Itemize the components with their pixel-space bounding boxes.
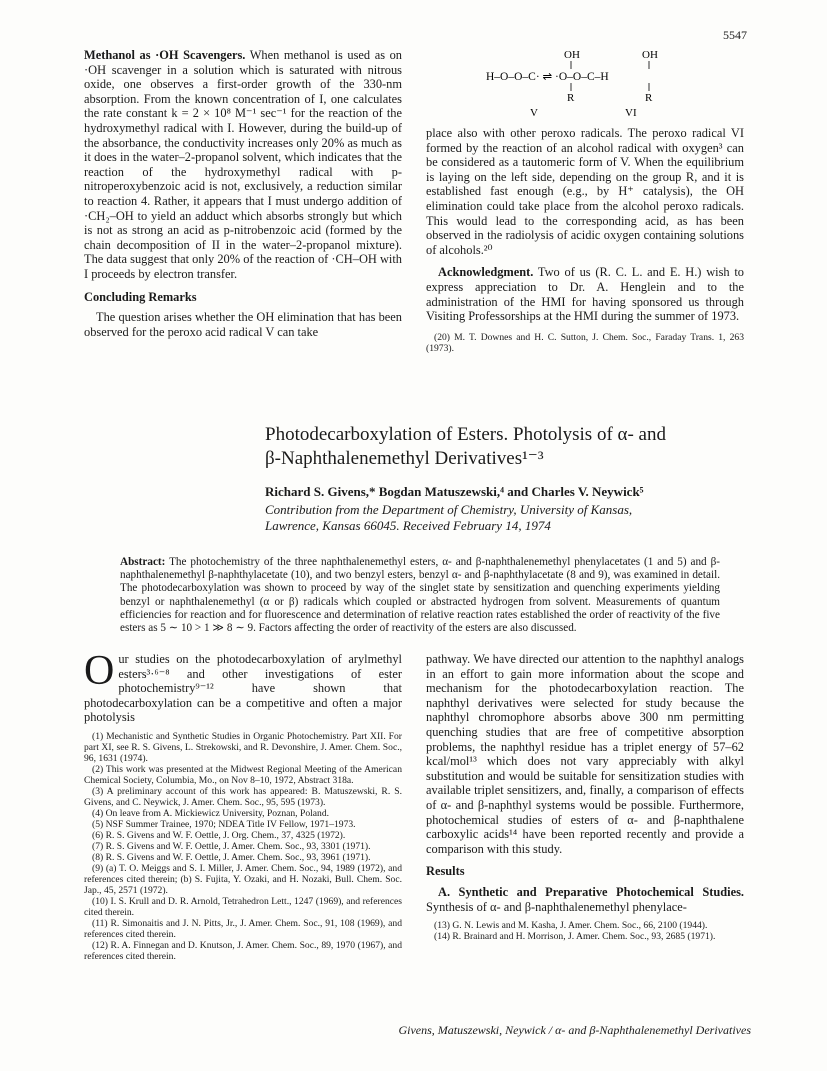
footnote: (5) NSF Summer Trainee, 1970; NDEA Title IV Fellow, 1971–1973.	[92, 818, 356, 830]
intro-paragraph	[84, 648, 402, 725]
acknowledgment-paragraph	[426, 265, 744, 323]
synthesis-text: Synthesis of α- and β-naphthalenemethyl phenylace-	[426, 899, 687, 914]
synthesis-heading: A. Synthetic and Preparative Photochemical Studies.	[438, 884, 744, 899]
page-number: 5547	[723, 28, 747, 42]
affiliation	[265, 502, 745, 534]
acknowledgment-heading: Acknowledgment.	[438, 265, 534, 280]
footnote: (11) R. Simonaitis and J. N. Pitts, Jr., J. Amer. Chem. Soc., 91, 108 (1969), and references cited therein.	[84, 917, 402, 940]
footnote: (13) G. N. Lewis and M. Kasha, J. Amer. Chem. Soc., 66, 2100 (1944).	[434, 920, 708, 932]
footnote: (8) R. S. Givens and W. F. Oettle, J. Amer. Chem. Soc., 93, 3961 (1971).	[92, 851, 371, 863]
footnote: (12) R. A. Finnegan and D. Knutson, J. Amer. Chem. Soc., 89, 1970 (1967), and references cited therein.	[84, 939, 402, 962]
footnotes-left	[84, 731, 402, 962]
body-right-column	[426, 652, 744, 942]
r-right-label: R	[645, 92, 653, 104]
title-line-1: Photodecarboxylation of Esters. Photolysis of α- and	[265, 424, 666, 445]
acknowledgment-text: Two of us (R. C. L. and E. H.) wish to express appreciation to Dr. A. Henglein and to the administration of the HMI for having sponsored us through Visiting Professorships at the HMI during the summer of 1973.	[426, 265, 745, 324]
label-vi: VI	[625, 107, 637, 119]
body-left-column	[84, 648, 402, 962]
footnote: (7) R. S. Givens and W. F. Oettle, J. Amer. Chem. Soc., 93, 3301 (1971).	[92, 840, 371, 852]
peroxo-structure-diagram	[470, 44, 720, 122]
footnote: (6) R. S. Givens and W. F. Oettle, J. Org. Chem., 37, 4325 (1972).	[92, 829, 346, 841]
footnote: (4) On leave from A. Mickiewicz University, Poznan, Poland.	[92, 807, 330, 819]
affiliation-line-1: Contribution from the Department of Chemistry, University of Kansas,	[265, 502, 633, 517]
footnote: (14) R. Brainard and H. Morrison, J. Amer. Chem. Soc., 93, 2685 (1971).	[434, 931, 716, 943]
oh-right-label: OH	[642, 49, 658, 61]
abstract-text: The photochemistry of the three naphthalenemethyl esters, α- and β-naphthalenemethyl phenylacetates (1 and 5) and β-naphthalenemethyl β-naphthylacetate (10), and two benzyl esters, benzyl α- and β-naphthylacetate (8 and 9), was examined in detail. The photodecarboxylation was shown to proceed by way of the singlet state by sensitization and quenching experiments yielding benzyl or naphthalenemethyl (α or β) radicals which coupled or abstracted hydrogen from solvent. Measurements of quantum efficiencies for reaction and for fluorescence and determination of relative reaction rates established the order of reactivity of the five esters as 5 ∼ 10 > 1 ≫ 8 ∼ 9. Factors affecting the order of reactivity of the esters are also discussed.	[120, 556, 720, 635]
article-title	[265, 423, 745, 471]
affiliation-line-2: Lawrence, Kansas 66045. Received February 14, 1974	[265, 518, 551, 533]
r-left-label: R	[567, 92, 575, 104]
oh-left-label: OH	[564, 49, 580, 61]
abstract-label: Abstract:	[120, 556, 166, 568]
footnote: (9) (a) T. O. Meiggs and S. I. Miller, J. Amer. Chem. Soc., 94, 1989 (1972), and references cited therein; (b) S. Fujita, Y. Ozaki, and H. Nozaki, Bull. Chem. Soc. Jap., 45, 2571 (1972).	[84, 862, 402, 896]
concluding-paragraph: The question arises whether the OH elimination that has been observed for the peroxo acid radical V can take	[84, 310, 402, 339]
concluding-remarks-heading: Concluding Remarks	[84, 289, 197, 304]
drop-cap: O	[84, 648, 115, 694]
right-top-column	[426, 126, 744, 354]
footnote: (3) A preliminary account of this work has appeared: B. Matuszewski, R. S. Givens, and C. Neywick, J. Amer. Chem. Soc., 95, 595 (1973).	[84, 785, 402, 808]
methanol-paragraph	[84, 48, 402, 282]
peroxo-paragraph: place also with other peroxo radicals. The peroxo radical VI formed by the reaction of an alcohol radical with oxygen³ can be considered as a tautomeric form of V. When the equilibrium is laying on the left side, depending on the group R, and it is established fast enough (e.g., by H⁺ catalysis), the OH elimination could take place from the alcohol peroxo radicals. This would lead to the corresponding acid, as has been observed in the radiolysis of acidic oxygen containing solutions of alcohols.²⁰	[426, 126, 744, 257]
structure-line: H–O–O–C· ⇌ ·O–O–C–H	[486, 71, 609, 83]
running-footer: Givens, Matuszewski, Neywick / α- and β-Naphthalenemethyl Derivatives	[398, 1023, 751, 1037]
label-v: V	[530, 107, 538, 119]
pathway-paragraph: pathway. We have directed our attention to the naphthyl analogs in an effort to gain more information about the scope and mechanism for the photodecarboxylation reaction. The naphthyl derivatives were selected for study because the naphthyl chromophore absorbs above 300 nm permitting quenching studies that are free of competitive absorption problems, the naphthyl residue has a triplet energy of 57–62 kcal/mol¹³ which does not vary appreciably with alkyl substitution and would be suitable for sensitization studies with available triplet sensitizers, and, finally, a comparison of effects of α- and β-naphthyl systems would be possible. Furthermore, photochemical studies of esters of α- and β-naphthalene carboxylic acids¹⁴ have been reported recently and provide a comparison with this study.	[426, 652, 744, 856]
results-heading: Results	[426, 864, 465, 879]
runin-heading: Methanol as ·OH Scavengers.	[84, 48, 246, 62]
synthesis-paragraph	[426, 885, 744, 914]
footnote: (2) This work was presented at the Midwest Regional Meeting of the American Chemical Society, Columbia, Mo., on Nov 8–10, 1972, Abstract 318a.	[84, 763, 402, 786]
footnote-20-text: (20) M. T. Downes and H. C. Sutton, J. Chem. Soc., Faraday Trans. 1, 263 (1973).	[426, 331, 744, 354]
intro-text: ur studies on the photodecarboxylation of arylmethyl esters³·⁶⁻⁸ and other investigations of ester photochemistry⁹⁻¹² have shown that photodecarboxylation can be a competitive and often a major photolysis	[84, 652, 402, 725]
footnote-20	[426, 332, 744, 354]
methanol-text: When methanol is used as on ·OH scavenger in a solution which is saturated with nitrous oxide, one observes a first-order growth of the 330-nm absorption. From the known concentration of I, one calculates the rate constant k = 2 × 10⁸ M⁻¹ sec⁻¹ for the reaction of the hydroxymethyl radical with I. However, during the build-up of the absorbance, the conductivity increases only 20% as much as it does in the water–2-propanol solvent, which indicates that the reaction of the hydroxymethyl radical with p-nitroperoxybenzoic acid is not, exclusively, a reduction similar to reaction 4. Rather, it appears that I must undergo addition of ·CH₂–OH to yield an adduct which absorbs strongly but which is not as strong an acid as p-nitrobenzoic acid (formed by the chain decomposition of II in the water–2-propanol mixture). The data suggest that only 20% of the reaction of ·CH–OH with I proceeds by electron transfer.	[84, 48, 402, 281]
left-top-column	[84, 48, 402, 339]
authors: Richard S. Givens,* Bogdan Matuszewski,⁴ and Charles V. Neywick⁵	[265, 484, 644, 499]
title-line-2: β-Naphthalenemethyl Derivatives¹⁻³	[265, 448, 544, 469]
footnotes-right	[426, 920, 744, 942]
footnote: (10) I. S. Krull and D. R. Arnold, Tetrahedron Lett., 1247 (1969), and references cited therein.	[84, 895, 402, 918]
abstract	[120, 556, 720, 635]
footnote: (1) Mechanistic and Synthetic Studies in Organic Photochemistry. Part XII. For part XI, see R. S. Givens, L. Strekowski, and R. Devonshire, J. Amer. Chem. Soc., 96, 1631 (1974).	[84, 730, 402, 764]
